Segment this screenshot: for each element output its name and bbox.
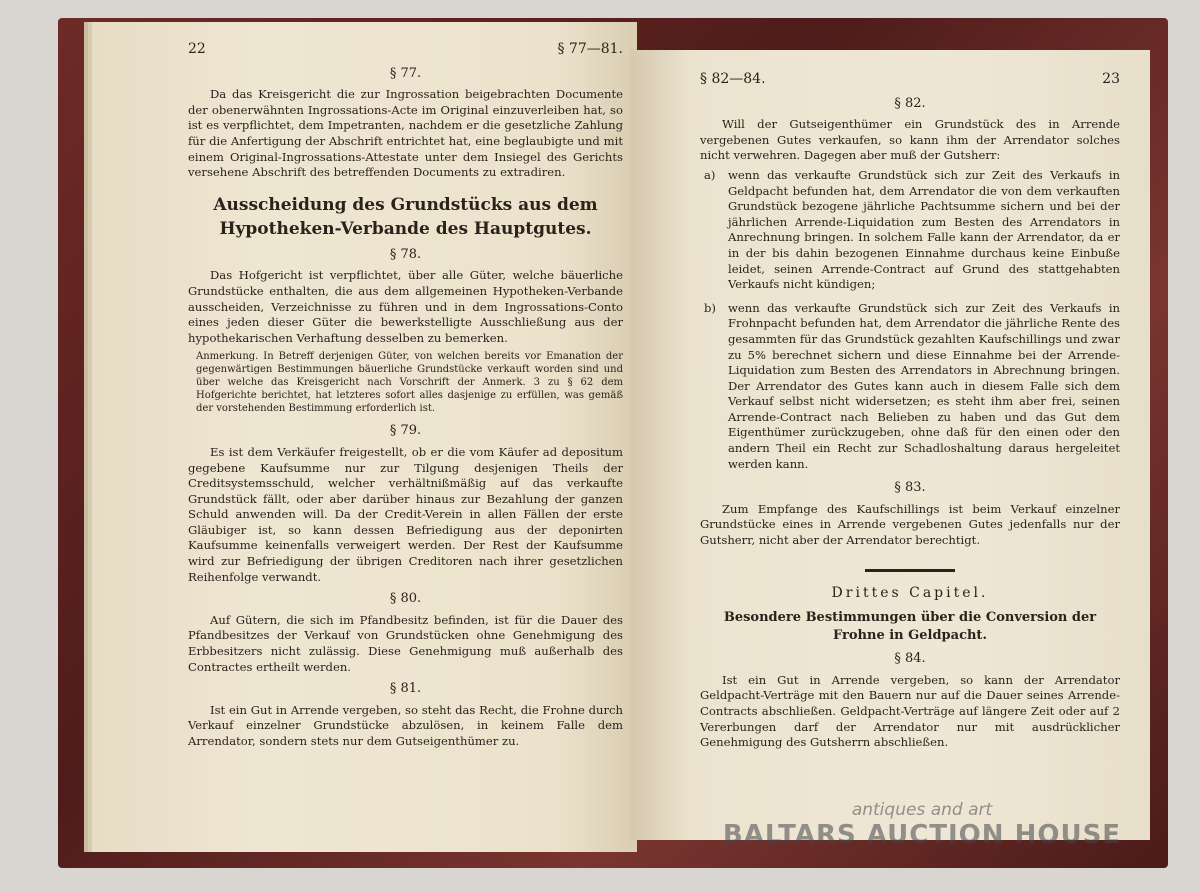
chapter-heading: Ausscheidung des Grundstücks aus dem Hypotheken-Verbande des Hauptgutes.: [213, 194, 598, 239]
chapter-heading: Besondere Bestimmungen über die Conversion der Frohne in Geldpacht.: [723, 610, 1097, 644]
section-title: § 82.: [894, 95, 926, 111]
section-text: Ist ein Gut in Arrende vergeben, so steht das Recht, die Frohne durch Verkauf einzelner Grundstücke abzulösen, in keinem Falle dem Arrendator, sondern stets nur dem Gutseigenthümer zu.: [188, 702, 623, 748]
section-range: § 77—81.: [557, 41, 623, 57]
section-text: Da das Kreisgericht die zur Ingrossation beigebrachten Documente der obenerwähnten Ingrossations-Acte im Original einzuverleiben hat, so ist es verpflichtet, dem Impetranten, nachdem er die gesetzliche Zahlung für die Anfertigung der Abschrift entrichtet hat, eine beglaubigte und mit einem Original-Ingrossations-Attestate unter dem Insiegel des Gerichts versehene Abschrift des betreffenden Documents zu extradiren.: [188, 87, 623, 180]
list-item: [704, 301, 1120, 473]
list-item: [704, 168, 1120, 293]
watermark-tagline: antiques and art: [851, 800, 993, 820]
chapter-title: Drittes Capitel.: [831, 584, 989, 601]
section-text: Das Hofgericht ist verpflichtet, über alle Güter, welche bäuerliche Grundstücke enthalten, die aus dem allgemeinen Hypotheken-Verbande ausscheiden, Verzeichnisse zu führen und in dem Ingrossations-Conto eines jeden dieser Güter die bewerkstelligte Ausschließung aus der hypothekarischen Verhaftung desselben zu bemerken.: [188, 268, 623, 345]
section-title: § 80.: [389, 591, 422, 607]
page-number: 22: [188, 41, 206, 57]
section-title: § 83.: [894, 480, 926, 496]
watermark: [722, 800, 1122, 850]
section-range: § 82—84.: [700, 71, 766, 87]
left-page-header: [188, 42, 623, 58]
left-page: [92, 22, 637, 852]
section-text: Auf Gütern, die sich im Pfandbesitz befinden, ist für die Dauer des Pfandbesitzes der Verkauf von Grundstücken ohne Genehmigung des Erbbesitzers nicht zulässig. Diese Genehmigung muß außerhalb des Contractes ertheilt werden.: [188, 612, 623, 674]
section-title: § 77.: [389, 65, 422, 81]
section-text: Will der Gutseigenthümer ein Grundstück des in Arrende vergebenen Gutes verkaufen, so kann ihm der Arrendator solches nicht verwehren. Dagegen aber muß der Gutsherr:: [700, 117, 1120, 163]
list-item-text: wenn das verkaufte Grundstück sich zur Zeit des Verkaufs in Frohnpacht befunden hat, dem Arrendator die jährliche Rente des gesammten für das Grundstück gezahlten Kaufschillings und zwar zu 5% berechnet sichern und diese Einnahme bei der Arrende-Liquidation zum Besten des Arrendators in Abrechnung bringen. Der Arrendator des Gutes kann auch in diesem Falle sich dem Verkauf selbst nicht widersetzen; es steht ihm aber frei, seinen Arrende-Contract nach Belieben zu haben und das Gut dem Eigenthümer zurückzugeben, ohne daß für den einen oder den andern Theil ein Recht zur Schadloshaltung daraus hergeleitet werden kann.: [728, 300, 1120, 471]
section-title: § 81.: [389, 681, 422, 697]
right-page: [630, 50, 1150, 840]
section-title: § 84.: [894, 651, 926, 667]
list-item-label: b): [704, 300, 716, 315]
right-page-header: [700, 72, 1120, 88]
footnote: Anmerkung. In Betreff derjenigen Güter, von welchen bereits vor Emanation der gegenwärtigen Bestimmungen bäuerliche Grundstücke verkauft worden sind und über welche das Kreisgericht nach Vorschrift der Anmerk. 3 zu § 62 dem Hofgerichte berichtet, hat letzteres sofort alles dasjenige zu erfüllen, was gemäß der vorstehenden Bestimmung erforderlich ist.: [196, 351, 623, 415]
page-number: 23: [1102, 71, 1120, 87]
list-item-text: wenn das verkaufte Grundstück sich zur Zeit des Verkaufs in Geldpacht befunden hat, dem Arrendator die von dem verkauften Grundstück bezogene jährliche Pachtsumme sichern und bei der jährlichen Arrende-Liquidation zum Besten des Arrendators in Anrechnung bringen. In solchem Falle kann der Arrendator, da er in der bis dahin bezogenen Einnahme durchaus keine Einbuße leidet, seinen Arrende-Contract auf Grund des stattgehabten Verkaufs nicht kündigen;: [728, 167, 1120, 292]
section-text: Zum Empfange des Kaufschillings ist beim Verkauf einzelner Grundstücke eines in Arrende vergebenen Gutes jedenfalls nur der Gutsherr, nicht aber der Arrendator berechtigt.: [700, 501, 1120, 548]
list-item-label: a): [704, 167, 716, 182]
section-title: § 79.: [389, 423, 422, 439]
divider: [865, 569, 955, 572]
section-title: § 78.: [389, 246, 422, 262]
section-text: Es ist dem Verkäufer freigestellt, ob er die vom Käufer ad depositum gegebene Kaufsumme nur zur Tilgung desjenigen Theils der Creditsystemsschuld, welcher verhältnißmäßig auf das verkaufte Grundstück fällt, oder aber darüber hinaus zur Bezahlung der ganzen Schuld anwenden will. Da der Credit-Verein in allen Fällen der erste Gläubiger ist, so kann dessen Befriedigung aus der deponirten Kaufsumme keinenfalls verweigert werden. Der Rest der Kaufsumme wird zur Befriedigung der übrigen Creditoren nach ihrer gesetzlichen Reihenfolge verwandt.: [188, 444, 623, 584]
watermark-name: BALTARS AUCTION HOUSE: [722, 820, 1122, 850]
section-text: Ist ein Gut in Arrende vergeben, so kann der Arrendator Geldpacht-Verträge mit den Bauern nur auf die Dauer seines Arrende-Contracts abschließen. Geldpacht-Verträge auf längere Zeit oder auf 2 Vererbungen darf der Arrendator nur mit ausdrücklicher Genehmigung des Gutsherrn abschließen.: [700, 672, 1120, 750]
